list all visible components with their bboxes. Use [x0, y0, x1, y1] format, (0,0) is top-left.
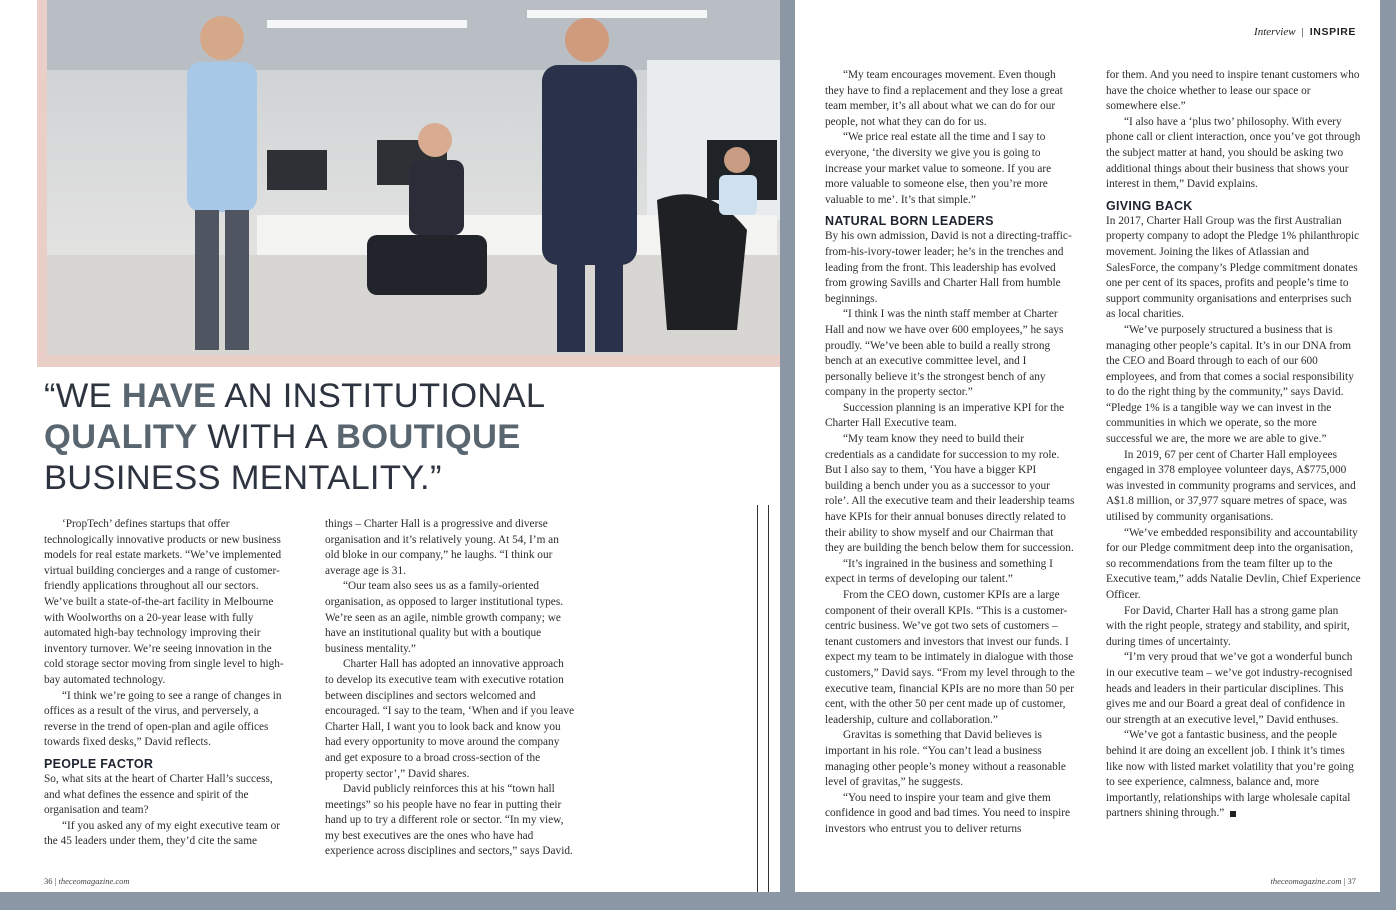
pull-quote-bold-have: HAVE	[121, 377, 217, 415]
folio-separator: |	[54, 876, 57, 886]
paragraph: ‘PropTech’ defines startups that offer technologically innovative products or new business models for real estate markets. “We’ve implemented virtual building concierges and a range of customer-friendly applications throughout all our sectors. We’ve built a state-of-the-art facility in Melbourne with Woolworths on a 20-year lease with fully automated high-bay technology improving their inventory turnover. We’re seeing innovation in the cold storage sector moving from single level to high-bay automated technology.	[44, 518, 284, 686]
pull-quote-text-4: BUSINESS MENTALITY.”	[44, 459, 442, 497]
section-heading-people-factor: PEOPLE FACTOR	[44, 756, 154, 771]
paragraph: In 2019, 67 per cent of Charter Hall employees engaged in 378 employee volunteer days, A$775,000 was invested in community programs and services, and A$1.8 million, or 37,977 square metres of space, was utilised by community organisations.	[1106, 448, 1356, 524]
paragraph: “I think I was the ninth staff member at Charter Hall and now we have over 600 employees,” he says proudly. “We’ve been able to build a really strong bench at an executive committee level, and I personally believe it’s the strongest bench of any company in the property sector.”	[825, 308, 1064, 399]
photo-frame	[37, 0, 780, 367]
pull-quote	[44, 376, 744, 499]
paragraph: for them. And you need to inspire tenant customers who have the choice whether to lease our space or somewhere else.”	[1106, 69, 1360, 113]
section-label: Interview	[1254, 26, 1296, 38]
paragraph: “Our team also sees us as a family-oriented organisation, as opposed to larger institutional types. We’re seen as an agile, nimble growth company; we have an institutional quality but with a boutique business mentality.”	[325, 580, 564, 655]
pull-quote-text-3: WITH A	[197, 418, 337, 456]
right-column-1	[825, 68, 1075, 838]
folio-separator: |	[1343, 876, 1346, 886]
paragraph: Charter Hall has adopted an innovative approach to develop its executive team with executive rotation between disciplines and sectors welcomed and encouraged. “I say to the team, ‘When and if you leave Charter Hall, I want you to look back and know you had every opportunity to move around the company and get exposure to a broad cross-section of the property sector’,” David shares.	[325, 658, 575, 780]
section-heading-natural-born-leaders: NATURAL BORN LEADERS	[825, 214, 994, 229]
left-column-1	[44, 517, 284, 850]
office-photo	[47, 0, 780, 355]
paragraph: From the CEO down, customer KPIs are a large component of their overall KPIs. “This is a customer-centric business. We’ve got two sets of customers – tenant customers and investors that invest our funds. I expect my team to be intimately in dialogue with those customers,” David says. “From my level through to the executive team, financial KPIs are no more than 50 per cent, with the other 50 per cent made up of customer, leadership, culture and collaboration.”	[825, 589, 1075, 726]
page-number: 36	[44, 876, 53, 886]
end-mark-icon	[1230, 811, 1236, 817]
paragraph: “We price real estate all the time and I say to everyone, ‘the diversity we give you is going to increase your market value to someone. If you are more valuable to someone else, then you’re more valuable to me’. It’s that simple.”	[825, 131, 1052, 206]
folio-left	[44, 876, 130, 886]
paragraph: “My team encourages movement. Even though they have to find a replacement and they lose a great team member, it’s all about what we can do for our people, not what they can do for us.	[825, 69, 1063, 128]
paragraph: “You need to inspire your team and give them confidence in good and bad times. You need to inspire investors who entrust you to deliver returns	[825, 791, 1071, 835]
paragraph: “If you asked any of my eight executive team or the 45 leaders under them, they’d cite the same	[44, 819, 281, 848]
folio-right	[1271, 876, 1357, 886]
final-paragraph-text: “We’ve got a fantastic business, and the people behind it are doing an excellent job. I think it’s times like now with listed market volatility that you’re going to see experience, calmness, balance and, more importantly, relationships with large wholesale capital partners shining through.”	[1106, 729, 1354, 820]
paragraph-final	[1106, 728, 1361, 822]
paragraph: For David, Charter Hall has a strong game plan with the right people, strategy and stability, and spirit, during times of uncertainty.	[1106, 604, 1350, 648]
magazine-site: theceomagazine.com	[58, 876, 130, 886]
gutter-rule	[768, 505, 769, 892]
section-heading-giving-back: GIVING BACK	[1106, 198, 1193, 213]
paragraph: Gravitas is something that David believes is important in his role. “You can’t lead a business managing other people’s money without a reasonable level of gravitas,” he suggests.	[825, 729, 1066, 789]
paragraph: things – Charter Hall is a progressive and diverse organisation and it’s relatively young. At 54, I’m an old bloke in our company,” he laughs. “I think our average age is 31.	[325, 518, 559, 577]
pull-quote-bold-boutique: BOUTIQUE	[336, 418, 521, 456]
running-head-separator: |	[1301, 26, 1304, 38]
office-photo-illustration	[47, 0, 780, 355]
paragraph: “I think we’re going to see a range of changes in offices as a result of the virus, and perversely, a reverse in the trend of open-plan and agile offices towards fixed desks,” David reflects.	[44, 689, 282, 749]
paragraph: “It’s ingrained in the business and something I expect in terms of developing our talent.”	[825, 557, 1053, 586]
paragraph: In 2017, Charter Hall Group was the first Australian property company to adopt the Pledge 1% philanthropic movement. Joining the likes of Atlassian and SalesForce, the company’s Pledge commitment donates one per cent of its spaces, profits and people’s time to support community organisations and enterprises such as local charities.	[1106, 214, 1360, 321]
magazine-site: theceomagazine.com	[1270, 876, 1342, 886]
paragraph: “We’ve embedded responsibility and accountability for our Pledge commitment deep into the organisation, so recommendations from the team filter up to the Executive team,” adds Natalie Devlin, Chief Experience Officer.	[1106, 526, 1361, 601]
paragraph: “I’m very proud that we’ve got a wonderful bunch in our executive team – we’ve got industry-recognised heads and leaders in their particular disciplines. This gives me and our Board a great deal of confidence in our strength at an executive level,” David enthuses.	[1106, 651, 1353, 726]
right-page	[795, 0, 1380, 892]
paragraph: David publicly reinforces this at his “town hall meetings” so his people have no fear in putting their hand up to try a different role or sector. “In my view, my best executives are the ones who have had experience across disciplines and sectors,” says David.	[325, 783, 573, 858]
paragraph: “My team know they need to build their credentials as a candidate for succession to my role. But I also say to them, ‘You have a bigger KPI building a bench under you as a successor to your role’. All the executive team and their leadership teams have KPIs for their annual bonuses directly related to their ability to show myself and our Chairman that they are building the bench below them for succession.	[825, 433, 1075, 555]
page-number: 37	[1347, 876, 1356, 886]
paragraph: Succession planning is an imperative KPI for the Charter Hall Executive team.	[825, 401, 1065, 430]
pull-quote-text-2: AN INSTITUTIONAL	[216, 377, 546, 415]
category-label: INSPIRE	[1309, 26, 1356, 38]
right-column-2	[1106, 68, 1361, 822]
paragraph: “I also have a ‘plus two’ philosophy. With every phone call or client interaction, once you’ve got through the subject matter at hand, you should be asking two additional things about their business that shows your interest in them,” David explains.	[1106, 115, 1361, 191]
running-head	[1254, 26, 1356, 38]
pull-quote-bold-quality: QUALITY	[44, 418, 198, 456]
paragraph: “We’ve purposely structured a business that is managing other people’s capital. It’s in our DNA from the CEO and Board through to each of our 600 employees, and from that comes a social responsibility to do the right thing by the community,” says David. “Pledge 1% is a tangible way we can invest in the communities in which we operate, so the more successful we are, the more we are able to give.”	[1106, 323, 1354, 446]
paragraph: By his own admission, David is not a directing-traffic-from-his-ivory-tower leader; he’s in the trenches and leading from the front. This leadership has evolved from growing Savills and Charter Hall from humble beginnings.	[825, 230, 1072, 305]
pull-quote-text-1: “WE	[44, 377, 122, 415]
gutter-rule	[757, 505, 758, 892]
left-column-2	[325, 517, 575, 860]
paragraph: So, what sits at the heart of Charter Hall’s success, and what defines the essence and spirit of the organisation and team?	[44, 772, 273, 817]
